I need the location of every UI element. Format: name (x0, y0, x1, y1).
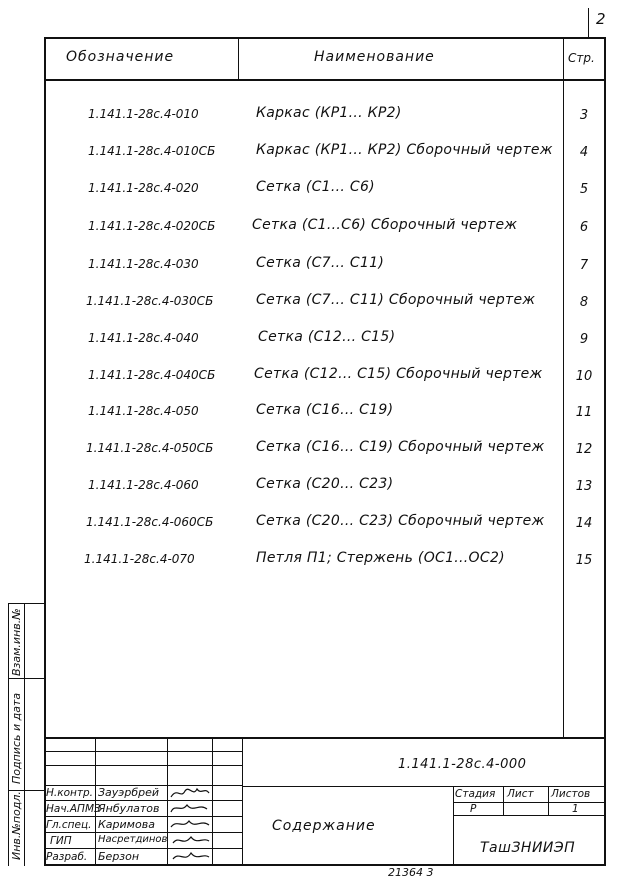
frame-left-line (44, 37, 46, 866)
col-divider-2 (563, 37, 564, 737)
stage-label: Стадия (455, 788, 496, 800)
person-role: Нач.АПМ3 (46, 803, 101, 815)
person-role: Разраб. (46, 851, 88, 863)
side-stamp-inv-orig: Инв.№подл. (10, 791, 23, 860)
row-code: 1.141.1-28с.4-060СБ (86, 515, 214, 529)
side-stamp-top (8, 603, 45, 604)
side-stamp-sign-date: Подпись и дата (10, 692, 23, 784)
col-divider-1 (238, 37, 239, 80)
stage-value: Р (470, 803, 477, 815)
person-name: Зауэрбрей (98, 786, 160, 799)
row-name: Петля П1; Стержень (ОС1...ОС2) (256, 550, 505, 566)
row-code: 1.141.1-28с.4-010СБ (88, 144, 216, 158)
organization: ТашЗНИИЭП (480, 840, 576, 856)
row-page: 3 (579, 108, 589, 123)
row-page: 6 (579, 220, 589, 235)
sheet-number: 2 (596, 10, 606, 28)
person-name: Янбулатов (98, 802, 160, 815)
title-block-stage-bottom (453, 815, 606, 816)
sheet-label: Лист (507, 788, 534, 800)
frame-bottom-line (44, 864, 606, 866)
row-code: 1.141.1-28с.4-020 (88, 181, 199, 195)
row-page: 10 (575, 369, 593, 384)
row-code: 1.141.1-28с.4-050 (88, 404, 199, 418)
side-stamp-inner-left (24, 603, 25, 866)
people-grid-row-1 (44, 751, 242, 752)
person-name: Берзон (98, 850, 140, 863)
row-name: Каркас (КР1... КР2) Сборочный чертеж (256, 142, 553, 158)
header-bottom-line (44, 79, 606, 81)
row-name: Сетка (С7... С11) (256, 255, 385, 271)
row-name: Сетка (С20... С23) Сборочный чертеж (256, 513, 545, 529)
row-code: 1.141.1-28с.4-010 (88, 107, 199, 121)
people-grid-col-1 (95, 737, 96, 866)
row-code: 1.141.1-28с.4-040 (88, 331, 199, 345)
title-block-stage-col-1 (503, 786, 504, 816)
row-page: 11 (575, 405, 593, 420)
row-name: Сетка (С1...С6) Сборочный чертеж (252, 217, 518, 233)
row-code: 1.141.1-28с.4-060 (88, 478, 199, 492)
header-page: Стр. (568, 51, 595, 65)
row-name: Сетка (С12... С15) Сборочный чертеж (254, 366, 543, 382)
row-name: Сетка (С16... С19) Сборочный чертеж (256, 439, 545, 455)
title-block-stage-divider (453, 786, 454, 866)
row-page: 8 (579, 295, 589, 310)
document-code: 1.141.1-28с.4-000 (398, 757, 527, 772)
title-block-top (44, 737, 606, 739)
sheets-label: Листов (551, 788, 591, 800)
row-page: 4 (579, 145, 589, 160)
footer-number: 21364 3 (388, 866, 434, 879)
row-name: Каркас (КР1... КР2) (256, 105, 402, 121)
side-stamp-sep-1 (8, 678, 45, 679)
document-title: Содержание (272, 818, 376, 834)
person-name: Каримова (98, 818, 155, 831)
row-code: 1.141.1-28с.4-030СБ (86, 294, 214, 308)
side-stamp-replace-inv: Взам.инв.№ (10, 608, 23, 676)
row-code: 1.141.1-28с.4-070 (84, 552, 195, 566)
row-page: 15 (575, 553, 593, 568)
row-page: 9 (579, 332, 589, 347)
row-page: 5 (579, 182, 589, 197)
title-block-stage-col-2 (548, 786, 549, 816)
signatures-graphic (167, 785, 213, 866)
frame-right-line (604, 37, 606, 866)
header-designation: Обозначение (66, 49, 175, 65)
people-grid-row-2 (44, 765, 242, 766)
row-name: Сетка (С1... С6) (256, 179, 375, 195)
row-code: 1.141.1-28с.4-040СБ (88, 368, 216, 382)
row-page: 13 (575, 479, 593, 494)
row-code: 1.141.1-28с.4-050СБ (86, 441, 214, 455)
frame-top-line (44, 37, 606, 39)
sheet-number-box-left (588, 8, 589, 38)
title-block-code-bottom (242, 786, 606, 787)
row-code: 1.141.1-28с.4-020СБ (88, 219, 216, 233)
person-role: Гл.спец. (46, 819, 92, 831)
person-role: Н.контр. (46, 787, 93, 799)
sheets-value: 1 (572, 803, 579, 815)
person-role: ГИП (50, 835, 72, 847)
row-name: Сетка (С12... С15) (258, 329, 396, 345)
row-code: 1.141.1-28с.4-030 (88, 257, 199, 271)
row-name: Сетка (С7... С11) Сборочный чертеж (256, 292, 536, 308)
person-name: Насретдинов (98, 834, 168, 845)
title-block-left-divider (242, 737, 243, 866)
row-page: 14 (575, 516, 593, 531)
row-name: Сетка (С20... С23) (256, 476, 394, 492)
row-page: 7 (579, 258, 589, 273)
row-name: Сетка (С16... С19) (256, 402, 394, 418)
side-stamp-outer-left (8, 603, 9, 866)
row-page: 12 (575, 442, 593, 457)
header-name: Наименование (314, 49, 435, 65)
